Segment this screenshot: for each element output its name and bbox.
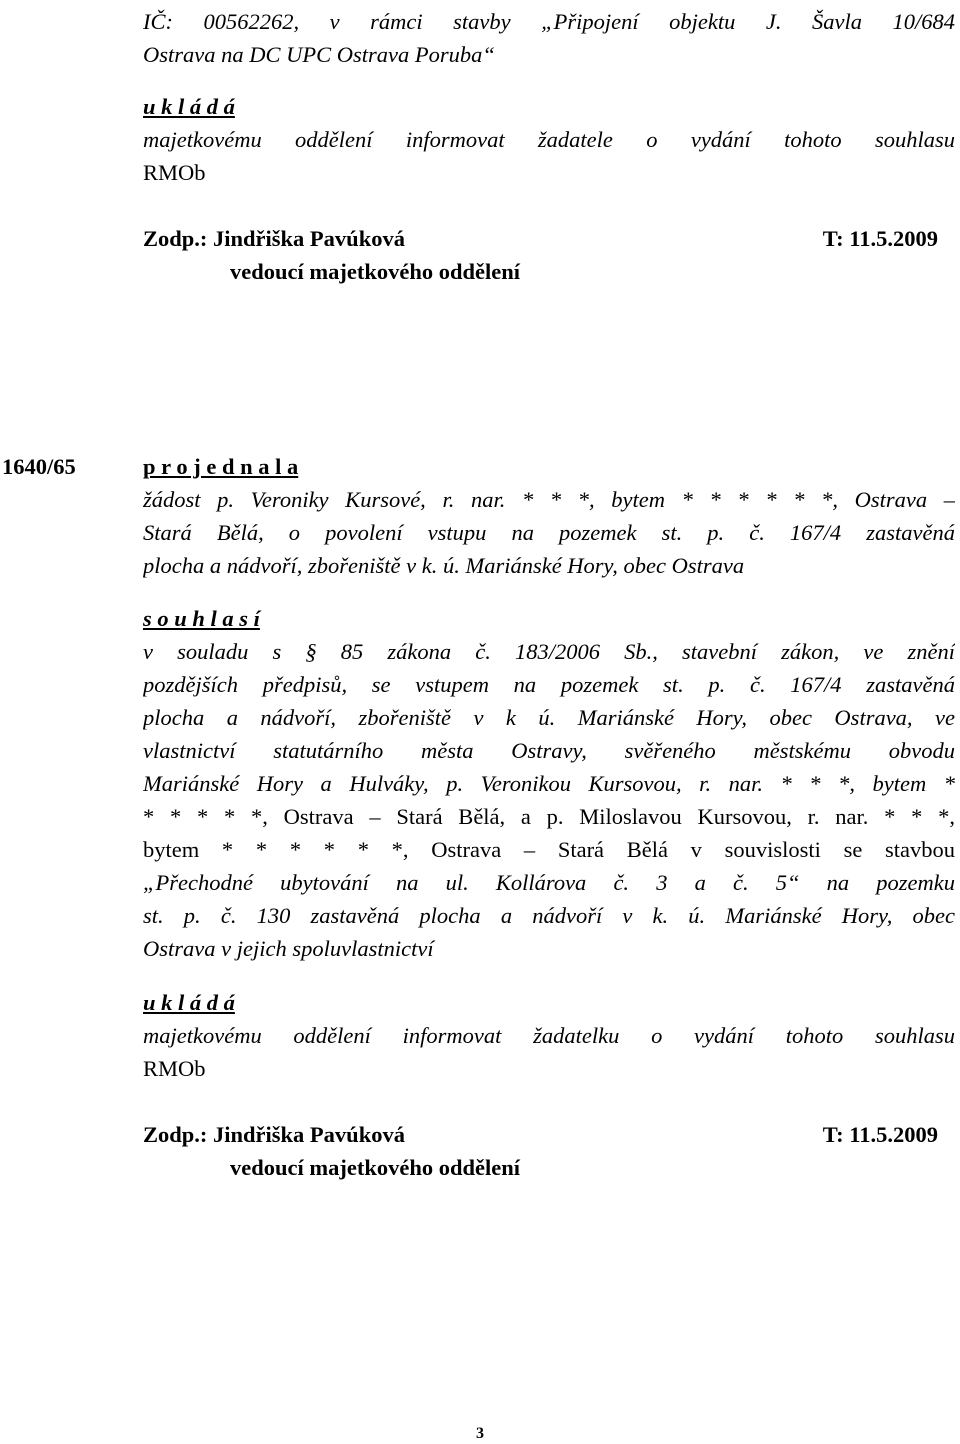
- responsible-block: [143, 1118, 938, 1184]
- consent-line: v souladu s § 85 zákona č. 183/2006 Sb., stavební zákon, ve znění: [143, 639, 955, 664]
- page-number: 3: [476, 1425, 484, 1442]
- task-heading: u k l á d á: [143, 990, 235, 1015]
- intro-line: Ostrava na DC UPC Ostrava Poruba“: [143, 42, 495, 67]
- consent-line: bytem * * * * * *, Ostrava – Stará Bělá v souvislosti se stavbou: [143, 837, 955, 862]
- consent-line: „Přechodné ubytování na ul. Kollárova č. 3 a č. 5“ na pozemku: [143, 870, 955, 895]
- deadline: T: 11.5.2009: [822, 226, 938, 251]
- consent-heading: s o u h l a s í: [143, 606, 260, 631]
- intro-paragraph: [143, 5, 955, 71]
- consent-line: st. p. č. 130 zastavěná plocha a nádvoří v k. ú. Mariánské Hory, obec: [143, 903, 955, 928]
- consent-line: pozdějších předpisů, se vstupem na pozemek st. p. č. 167/4 zastavěná: [143, 672, 955, 697]
- consent-line: Mariánské Hory a Hulváky, p. Veronikou Kursovou, r. nar. * * *, bytem *: [143, 771, 955, 796]
- resolution-number: 1640/65: [2, 454, 76, 479]
- consent-line: * * * * *, Ostrava – Stará Bělá, a p. Miloslavou Kursovou, r. nar. * * *,: [143, 804, 955, 829]
- responsible-role: vedoucí majetkového oddělení: [230, 259, 520, 284]
- deadline: T: 11.5.2009: [822, 1122, 938, 1147]
- responsible-block: [143, 222, 938, 288]
- resolution-heading: p r o j e d n a l a: [143, 454, 299, 479]
- task-paragraph: [143, 1019, 955, 1085]
- consent-line: Ostrava v jejich spoluvlastnictví: [143, 936, 434, 961]
- responsible-role: vedoucí majetkového oddělení: [230, 1155, 520, 1180]
- consent-line: vlastnictví statutárního města Ostravy, svěřeného městskému obvodu: [143, 738, 955, 763]
- request-line: žádost p. Veroniky Kursové, r. nar. * * *, bytem * * * * * *, Ostrava –: [143, 487, 955, 512]
- task-heading: u k l á d á: [143, 94, 235, 119]
- request-line: Stará Bělá, o povolení vstupu na pozemek st. p. č. 167/4 zastavěná: [143, 520, 955, 545]
- task-paragraph: [143, 123, 955, 189]
- task-line: majetkovému oddělení informovat žadatele o vydání tohoto souhlasu: [143, 127, 955, 152]
- consent-line: plocha a nádvoří, zbořeniště v k ú. Mariánské Hory, obec Ostrava, ve: [143, 705, 955, 730]
- task-line: RMOb: [143, 160, 206, 185]
- responsible-person: Zodp.: Jindřiška Pavúková: [143, 1122, 405, 1147]
- responsible-row: [143, 222, 938, 255]
- responsible-person: Zodp.: Jindřiška Pavúková: [143, 226, 405, 251]
- task-line: RMOb: [143, 1056, 206, 1081]
- task-line: majetkovému oddělení informovat žadatelku o vydání tohoto souhlasu: [143, 1023, 955, 1048]
- responsible-row: [143, 1118, 938, 1151]
- intro-line: IČ: 00562262, v rámci stavby „Připojení objektu J. Šavla 10/684: [143, 9, 955, 34]
- consent-paragraph: [143, 635, 955, 965]
- request-line: plocha a nádvoří, zbořeniště v k. ú. Mariánské Hory, obec Ostrava: [143, 553, 745, 578]
- request-paragraph: [143, 483, 955, 582]
